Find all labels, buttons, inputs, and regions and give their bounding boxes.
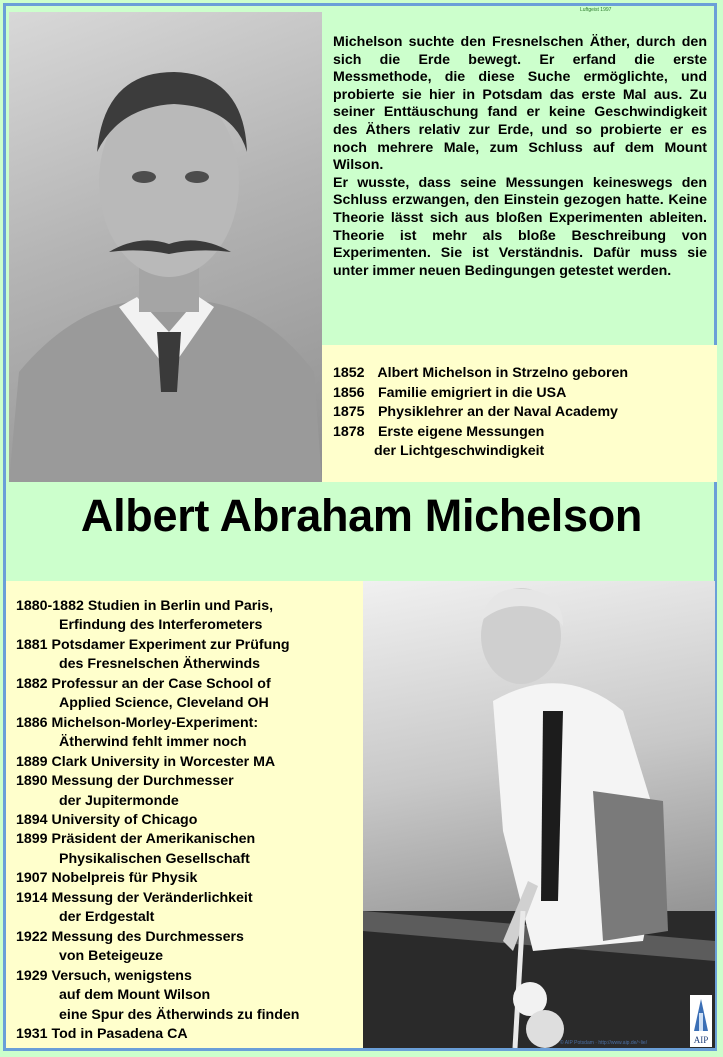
footer-url: © AIP Potsdam · http://www.aip.de/~lie/ — [560, 1040, 648, 1046]
timeline-entry — [16, 830, 299, 849]
timeline-entry — [16, 597, 299, 616]
timeline-text: Albert Michelson in Strzelno geboren — [377, 365, 629, 381]
timeline-year: 1880-1882 — [16, 598, 84, 614]
timeline-entry — [16, 869, 299, 888]
timeline-continuation: eine Spur des Ätherwinds zu finden — [59, 1006, 300, 1023]
timeline-continuation: Applied Science, Cleveland OH — [59, 695, 269, 712]
timeline-entry — [16, 967, 299, 986]
timeline-text: Potsdamer Experiment zur Prüfung — [51, 636, 290, 653]
timeline-entry — [333, 364, 628, 384]
billiards-illustration — [363, 581, 715, 1048]
timeline-text: Clark University in Worcester MA — [51, 753, 276, 770]
timeline-year: 1899 — [16, 831, 48, 848]
timeline-entry — [333, 403, 628, 423]
poster-title: Albert Abraham Michelson — [80, 490, 643, 541]
timeline-year: 1852 — [333, 365, 365, 381]
timeline-entry — [16, 928, 299, 947]
aip-logo-text: AIP — [693, 1035, 709, 1045]
timeline-entry — [16, 675, 299, 694]
timeline-continuation: von Beteigeuze — [59, 948, 164, 965]
timeline-text: Erste eigene Messungen — [377, 423, 545, 440]
timeline-year: 1914 — [16, 889, 48, 906]
timeline-entry — [333, 384, 628, 404]
photo-billiards — [363, 581, 715, 1048]
timeline-text: Präsident der Amerikanischen — [51, 831, 256, 848]
timeline-continuation: Physikalischen Gesellschaft — [59, 850, 250, 867]
early-timeline — [333, 364, 628, 462]
timeline-text: Tod in Pasadena CA — [51, 1025, 188, 1042]
intro-text — [333, 34, 707, 280]
timeline-year: 1875 — [333, 404, 365, 420]
timeline-text: Physiklehrer an der Naval Academy — [377, 404, 618, 420]
top-note: Luftgeist 1997 — [580, 7, 612, 13]
timeline-entry — [333, 423, 628, 443]
timeline-year: 1929 — [16, 967, 48, 984]
timeline-year: 1889 — [16, 753, 48, 770]
timeline-entry — [16, 772, 299, 791]
portrait-photo-young — [9, 12, 322, 482]
timeline-text: Nobelpreis für Physik — [51, 870, 198, 887]
timeline-continuation: der Lichtgeschwindigkeit — [374, 443, 545, 459]
timeline-text: Familie emigriert in die USA — [377, 384, 567, 401]
timeline-entry — [16, 1025, 299, 1044]
timeline-text: University of Chicago — [51, 811, 198, 828]
timeline-year: 1886 — [16, 714, 48, 731]
timeline-year: 1931 — [16, 1025, 48, 1042]
timeline-year: 1894 — [16, 811, 48, 828]
intro-paragraph-2: Er wusste, dass seine Messungen keineswegs den Schluss erzwangen, den Einstein gezogen hatte. Keine Theorie lässt sich aus bloßen Experimenten ableiten. Theorie ist mehr als bloße Beschreibung von Experimenten. Sie ist Verständnis. Dafür muss sie unter immer neuen Bedingungen getestet werden. — [333, 174, 707, 279]
timeline-text: Professur an der Case School of — [51, 675, 271, 692]
timeline-year: 1890 — [16, 773, 48, 790]
timeline-text: Messung der Veränderlichkeit — [51, 889, 253, 906]
timeline-entry — [16, 753, 299, 772]
portrait-young-illustration — [9, 12, 322, 482]
timeline-year: 1882 — [16, 675, 48, 692]
timeline-continuation: der Jupitermonde — [59, 792, 179, 809]
timeline-year: 1907 — [16, 870, 48, 887]
timeline-entry — [16, 714, 299, 733]
timeline-entry — [16, 636, 299, 655]
timeline-year: 1856 — [333, 384, 365, 401]
timeline-continuation: des Fresnelschen Ätherwinds — [59, 656, 261, 673]
timeline-text: Michelson-Morley-Experiment: — [51, 714, 259, 731]
timeline-year: 1881 — [16, 636, 48, 653]
timeline-year: 1922 — [16, 928, 48, 945]
aip-logo — [690, 995, 712, 1047]
timeline-continuation: Ätherwind fehlt immer noch — [59, 734, 247, 751]
timeline-text: Messung der Durchmesser — [51, 773, 234, 790]
timeline-continuation: Erfindung des Interferometers — [59, 617, 263, 634]
timeline-text: Studien in Berlin und Paris, — [87, 598, 274, 614]
timeline-continuation: der Erdgestalt — [59, 909, 155, 926]
intro-paragraph-1: Michelson suchte den Fresnelschen Äther, durch den sich die Erde bewegt. Er erfand die erste Messmethode, die diese Suche ermöglichte, und probierte sie hier in Potsdam das erste Mal aus. Zu seiner Enttäuschung fand er keine Geschwindigkeit des Äthers relativ zur Erde, und so probierte er es noch mehrere Male, zum Schluss auf dem Mount Wilson. — [333, 34, 707, 174]
timeline-entry — [16, 811, 299, 830]
timeline-text: Versuch, wenigstens — [51, 967, 192, 984]
timeline-text: Messung des Durchmessers — [51, 928, 244, 945]
late-timeline — [16, 597, 299, 1044]
timeline-year: 1878 — [333, 423, 365, 440]
timeline-entry — [16, 889, 299, 908]
timeline-continuation: auf dem Mount Wilson — [59, 987, 211, 1004]
